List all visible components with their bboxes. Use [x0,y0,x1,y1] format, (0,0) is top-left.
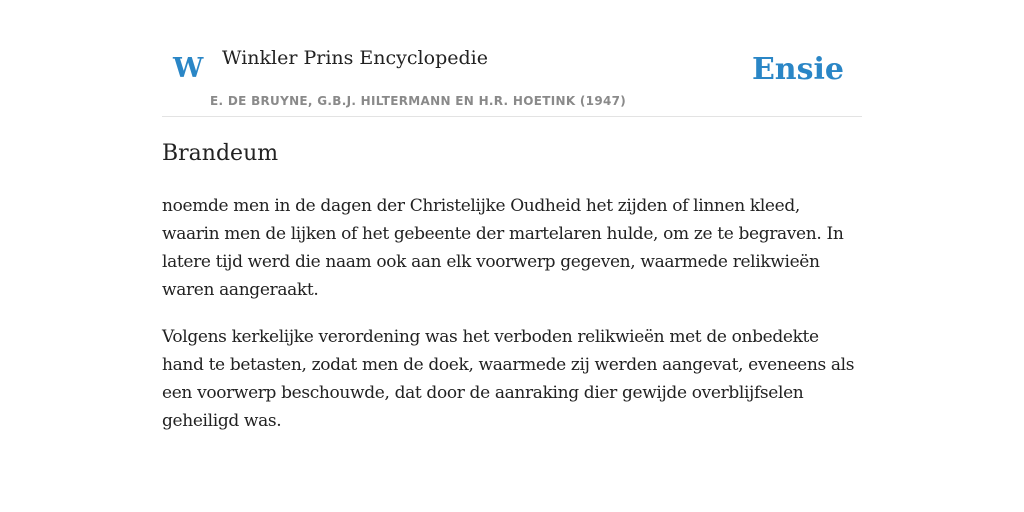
source-authors: E. DE BRUYNE, G.B.J. HILTERMANN EN H.R. HOETINK (1947) [210,94,627,108]
source-logo: W [173,53,204,84]
source-title: Winkler Prins Encyclopedie [222,47,488,69]
entry-paragraph: Volgens kerkelijke verordening was het verboden relikwieën met de onbedekte hand te betasten, zodat men de doek, waarmede zij werden aangevat, eveneens als een voorwerp beschouwde, dat door de aanraking dier gewijde overblijfselen geheiligd was. [162,327,855,431]
entry-paragraph: noemde men in de dagen der Christelijke Oudheid het zijden of linnen kleed, waarin men de lijken of het gebeente der martelaren hulde, om ze te begraven. In latere tijd werd die naam ook aan elk voorwerp gegeven, waarmede relikwieën waren aangeraakt. [162,196,844,300]
entry-title: Brandeum [162,141,279,166]
encyclopedia-page [162,0,862,431]
brand-logo-link[interactable]: Ensie [751,52,844,87]
source-header [162,0,862,117]
entry-body [162,192,862,454]
